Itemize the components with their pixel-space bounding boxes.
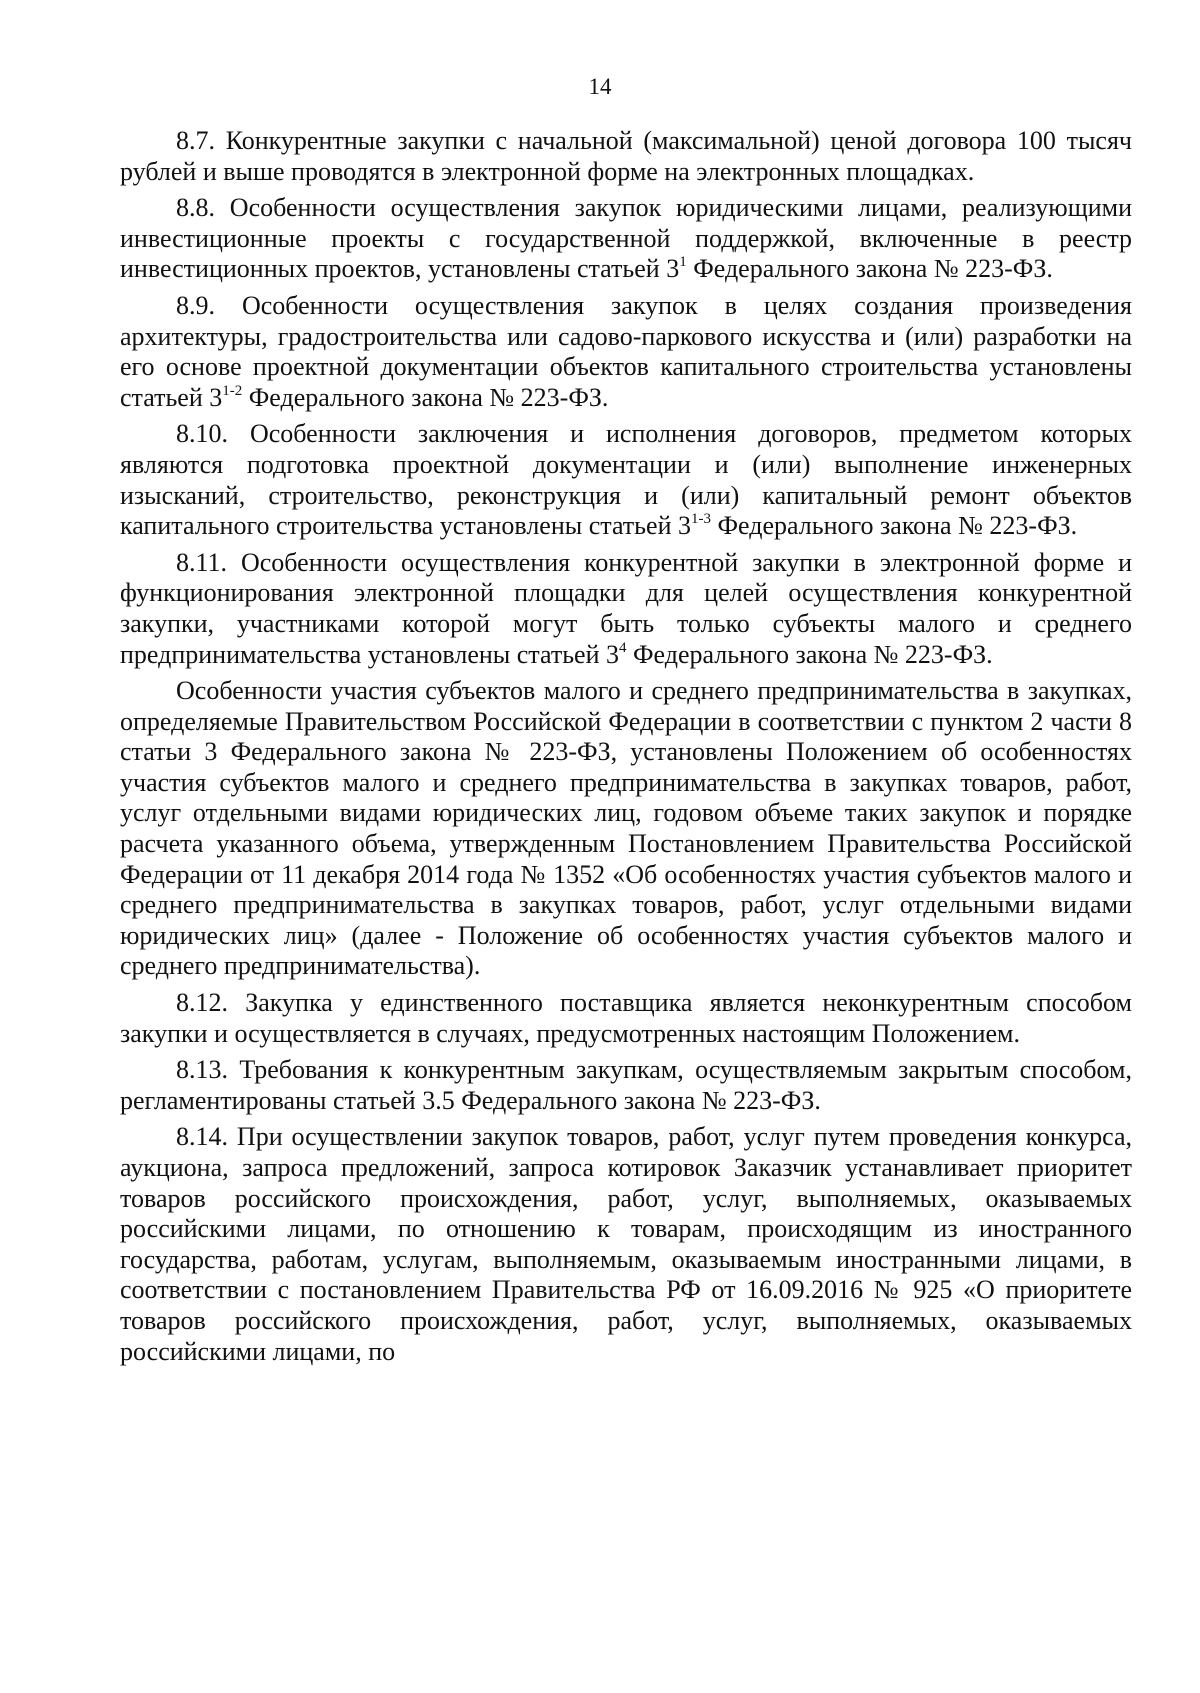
paragraph	[120, 676, 1132, 982]
paragraph-text: 8.7. Конкурентные закупки с начальной (максимальной) ценой договора 100 тысяч рублей и выше проводятся в электронной форме на электронных площадках.	[120, 126, 1132, 186]
paragraph-text: Федерального закона № 223-ФЗ.	[686, 254, 1053, 284]
paragraph-text: Федерального закона № 223-ФЗ.	[710, 511, 1078, 541]
paragraph-text: 8.8. Особенности осуществления закупок юридическими лицами, реализующими инвестиционные проекты с государственной поддержкой, включенные в реестр инвестиционных проектов, установлены статьей 3	[120, 193, 1132, 284]
paragraph-text: 8.14. При осуществлении закупок товаров, работ, услуг путем проведения конкурса, аукциона, запроса предложений, запроса котировок Заказчик устанавливает приоритет товаров российского происхождения, работ, услуг, выполняемых, оказываемых российскими лицами, по отношению к товарам, происходящим из иностранного государства, работам, услугам, выполняемым, оказываемым иностранными лицами, в соответствии с постановлением Правительства РФ от 16.09.2016 № 925 «О приоритете товаров российского происхождения, работ, услуг, выполняемых, оказываемых российскими лицами, по	[120, 1122, 1132, 1366]
superscript: 4	[619, 639, 627, 656]
paragraph	[120, 126, 1132, 187]
document-body	[120, 126, 1132, 1367]
superscript: 1	[679, 254, 687, 271]
paragraph-text: Федерального закона № 223-ФЗ.	[242, 382, 609, 412]
superscript: 1-3	[690, 511, 711, 528]
paragraph	[120, 419, 1132, 541]
paragraph	[120, 291, 1132, 413]
paragraph	[120, 1055, 1132, 1116]
paragraph	[120, 1122, 1132, 1367]
paragraph	[120, 988, 1132, 1049]
paragraph-text: 8.13. Требования к конкурентным закупкам, осуществляемым закрытым способом, регламентированы статьей 3.5 Федерального закона № 223-ФЗ.	[120, 1055, 1132, 1115]
superscript: 1-2	[222, 382, 243, 399]
page-number: 14	[588, 74, 612, 99]
paragraph-text: 8.9. Особенности осуществления закупок в целях создания произведения архитектуры, градостроительства или садово-паркового искусства и (или) разработки на его основе проектной документации объектов капитального строительства установлены статьей 3	[120, 290, 1132, 412]
paragraph	[120, 548, 1132, 670]
paragraph-text: 8.12. Закупка у единственного поставщика является неконкурентным способом закупки и осуществляется в случаях, предусмотренных настоящим Положением.	[120, 988, 1132, 1048]
paragraph-text: 8.10. Особенности заключения и исполнения договоров, предметом которых являются подготовка проектной документации и (или) выполнение инженерных изысканий, строительство, реконструкция и (или) капитальный ремонт объектов капитального строительства установлены статьей 3	[120, 419, 1132, 541]
paragraph-text: Особенности участия субъектов малого и среднего предпринимательства в закупках, определяемые Правительством Российской Федерации в соответствии с пунктом 2 части 8 статьи 3 Федерального закона № 223-ФЗ, установлены Положением об особенностях участия субъектов малого и среднего предпринимательства в закупках товаров, работ, услуг отдельными видами юридических лиц, годовом объеме таких закупок и порядке расчета указанного объема, утвержденным Постановлением Правительства Российской Федерации от 11 декабря 2014 года № 1352 «Об особенностях участия субъектов малого и среднего предпринимательства в закупках товаров, работ, услуг отдельными видами юридических лиц» (далее - Положение об особенностях участия субъектов малого и среднего предпринимательства).	[120, 676, 1132, 981]
paragraph	[120, 193, 1132, 285]
paragraph-text: 8.11. Особенности осуществления конкурентной закупки в электронной форме и функционирования электронной площадки для целей осуществления конкурентной закупки, участниками которой могут быть только субъекты малого и среднего предпринимательства установлены статьей 3	[120, 547, 1132, 669]
paragraph-text: Федерального закона № 223-ФЗ.	[626, 639, 993, 669]
